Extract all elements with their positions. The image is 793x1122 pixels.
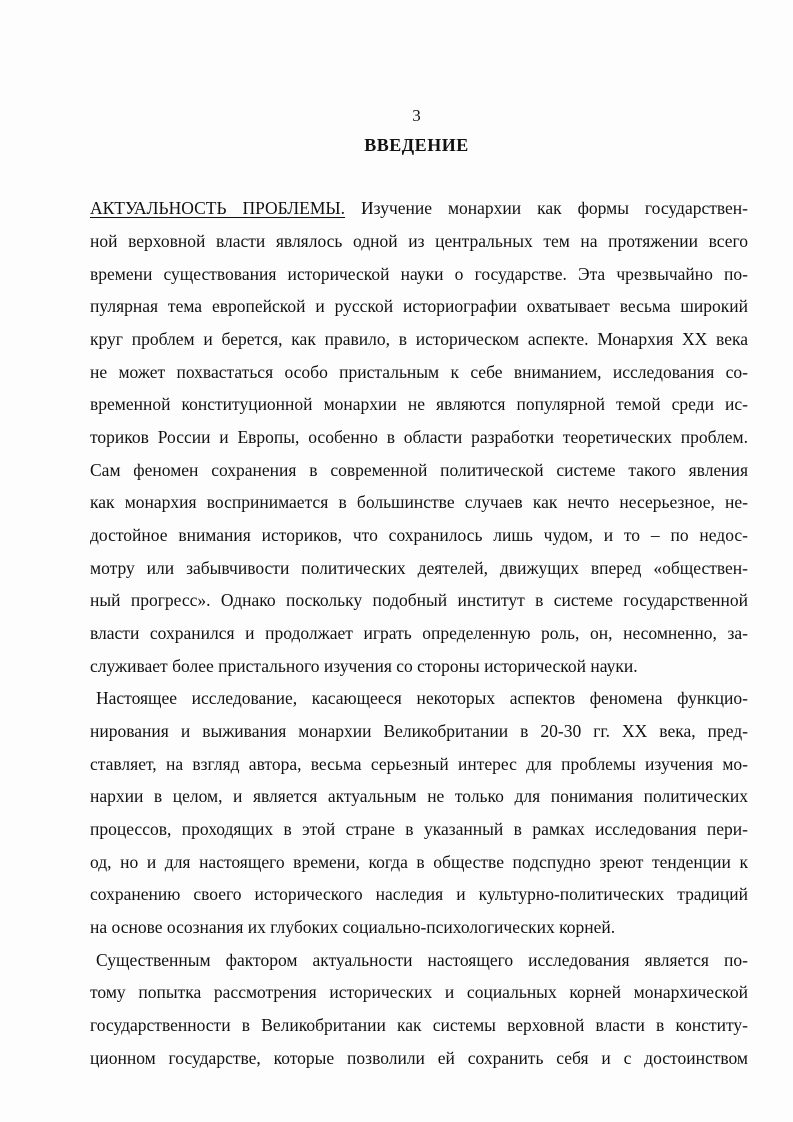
paragraph-line: достойное внимания историков, что сохранилось лишь чудом, и то – по недос-	[90, 525, 748, 545]
paragraph-line: власти сохранился и продолжает играть определенную роль, он, несомненно, за-	[90, 623, 748, 643]
page-number: 3	[412, 106, 421, 125]
paragraph-line: как монархия воспринимается в большинстве случаев как нечто несерьезное, не-	[90, 492, 748, 512]
paragraph-line: не может похвастаться особо пристальным к себе вниманием, исследования со-	[90, 362, 748, 382]
paragraph-line: тому попытка рассмотрения исторических и социальных корней монархической	[90, 982, 748, 1002]
paragraph-line: круг проблем и берется, как правило, в историческом аспекте. Монархия XX века	[90, 329, 748, 349]
paragraph-line: процессов, проходящих в этой стране в указанный в рамках исследования пери-	[90, 819, 748, 839]
paragraph-line: ториков России и Европы, особенно в области разработки теоретических проблем.	[90, 427, 748, 447]
paragraph-line: нирования и выживания монархии Великобритании в 20-30 гг. XX века, пред-	[90, 721, 748, 741]
paragraph-line: служивает более пристального изучения со стороны исторической науки.	[90, 656, 638, 676]
topic-label: АКТУАЛЬНОСТЬ ПРОБЛЕМЫ.	[90, 198, 346, 218]
paragraph-line: ционном государстве, которые позволили ей сохранить себя и с достоинством	[90, 1048, 748, 1068]
paragraph-line: Сам феномен сохранения в современной политической системе такого явления	[90, 460, 748, 480]
paragraph-line: Настоящее исследование, касающееся некоторых аспектов феномена функцио-	[96, 688, 748, 708]
paragraph-line: од, но и для настоящего времени, когда в обществе подспудно зреют тенденции к	[90, 852, 748, 872]
paragraph-line: на основе осознания их глубоких социально-психологических корней.	[90, 917, 616, 937]
paragraph-line: сохранению своего исторического наследия и культурно-политических традиций	[90, 884, 748, 904]
paragraph-line: государственности в Великобритании как системы верховной власти в конститу-	[90, 1015, 748, 1035]
paragraph-line: ной верховной власти являлось одной из центральных тем на протяжении всего	[90, 231, 748, 251]
paragraph-line: нархии в целом, и является актуальным не только для понимания политических	[90, 786, 748, 806]
paragraph-line: временной конституционной монархии не являются популярной темой среди ис-	[90, 394, 748, 414]
paragraph-line: времени существования исторической науки о государстве. Эта чрезвычайно по-	[90, 264, 748, 284]
section-heading: ВВЕДЕНИЕ	[364, 135, 469, 155]
paragraph-line: мотру или забывчивости политических деятелей, движущих вперед «обществен-	[90, 558, 748, 578]
paragraph-line: ставляет, на взгляд автора, весьма серьезный интерес для проблемы изучения мо-	[90, 754, 748, 774]
paragraph-line: пулярная тема европейской и русской историографии охватывает весьма широкий	[90, 296, 748, 316]
paragraph-line: АКТУАЛЬНОСТЬ ПРОБЛЕМЫ. Изучение монархии как формы государствен-	[90, 198, 748, 218]
paragraph-line: Существенным фактором актуальности настоящего исследования является по-	[96, 950, 748, 970]
paragraph-line: ный прогресс». Однако поскольку подобный институт в системе государственной	[90, 590, 748, 610]
